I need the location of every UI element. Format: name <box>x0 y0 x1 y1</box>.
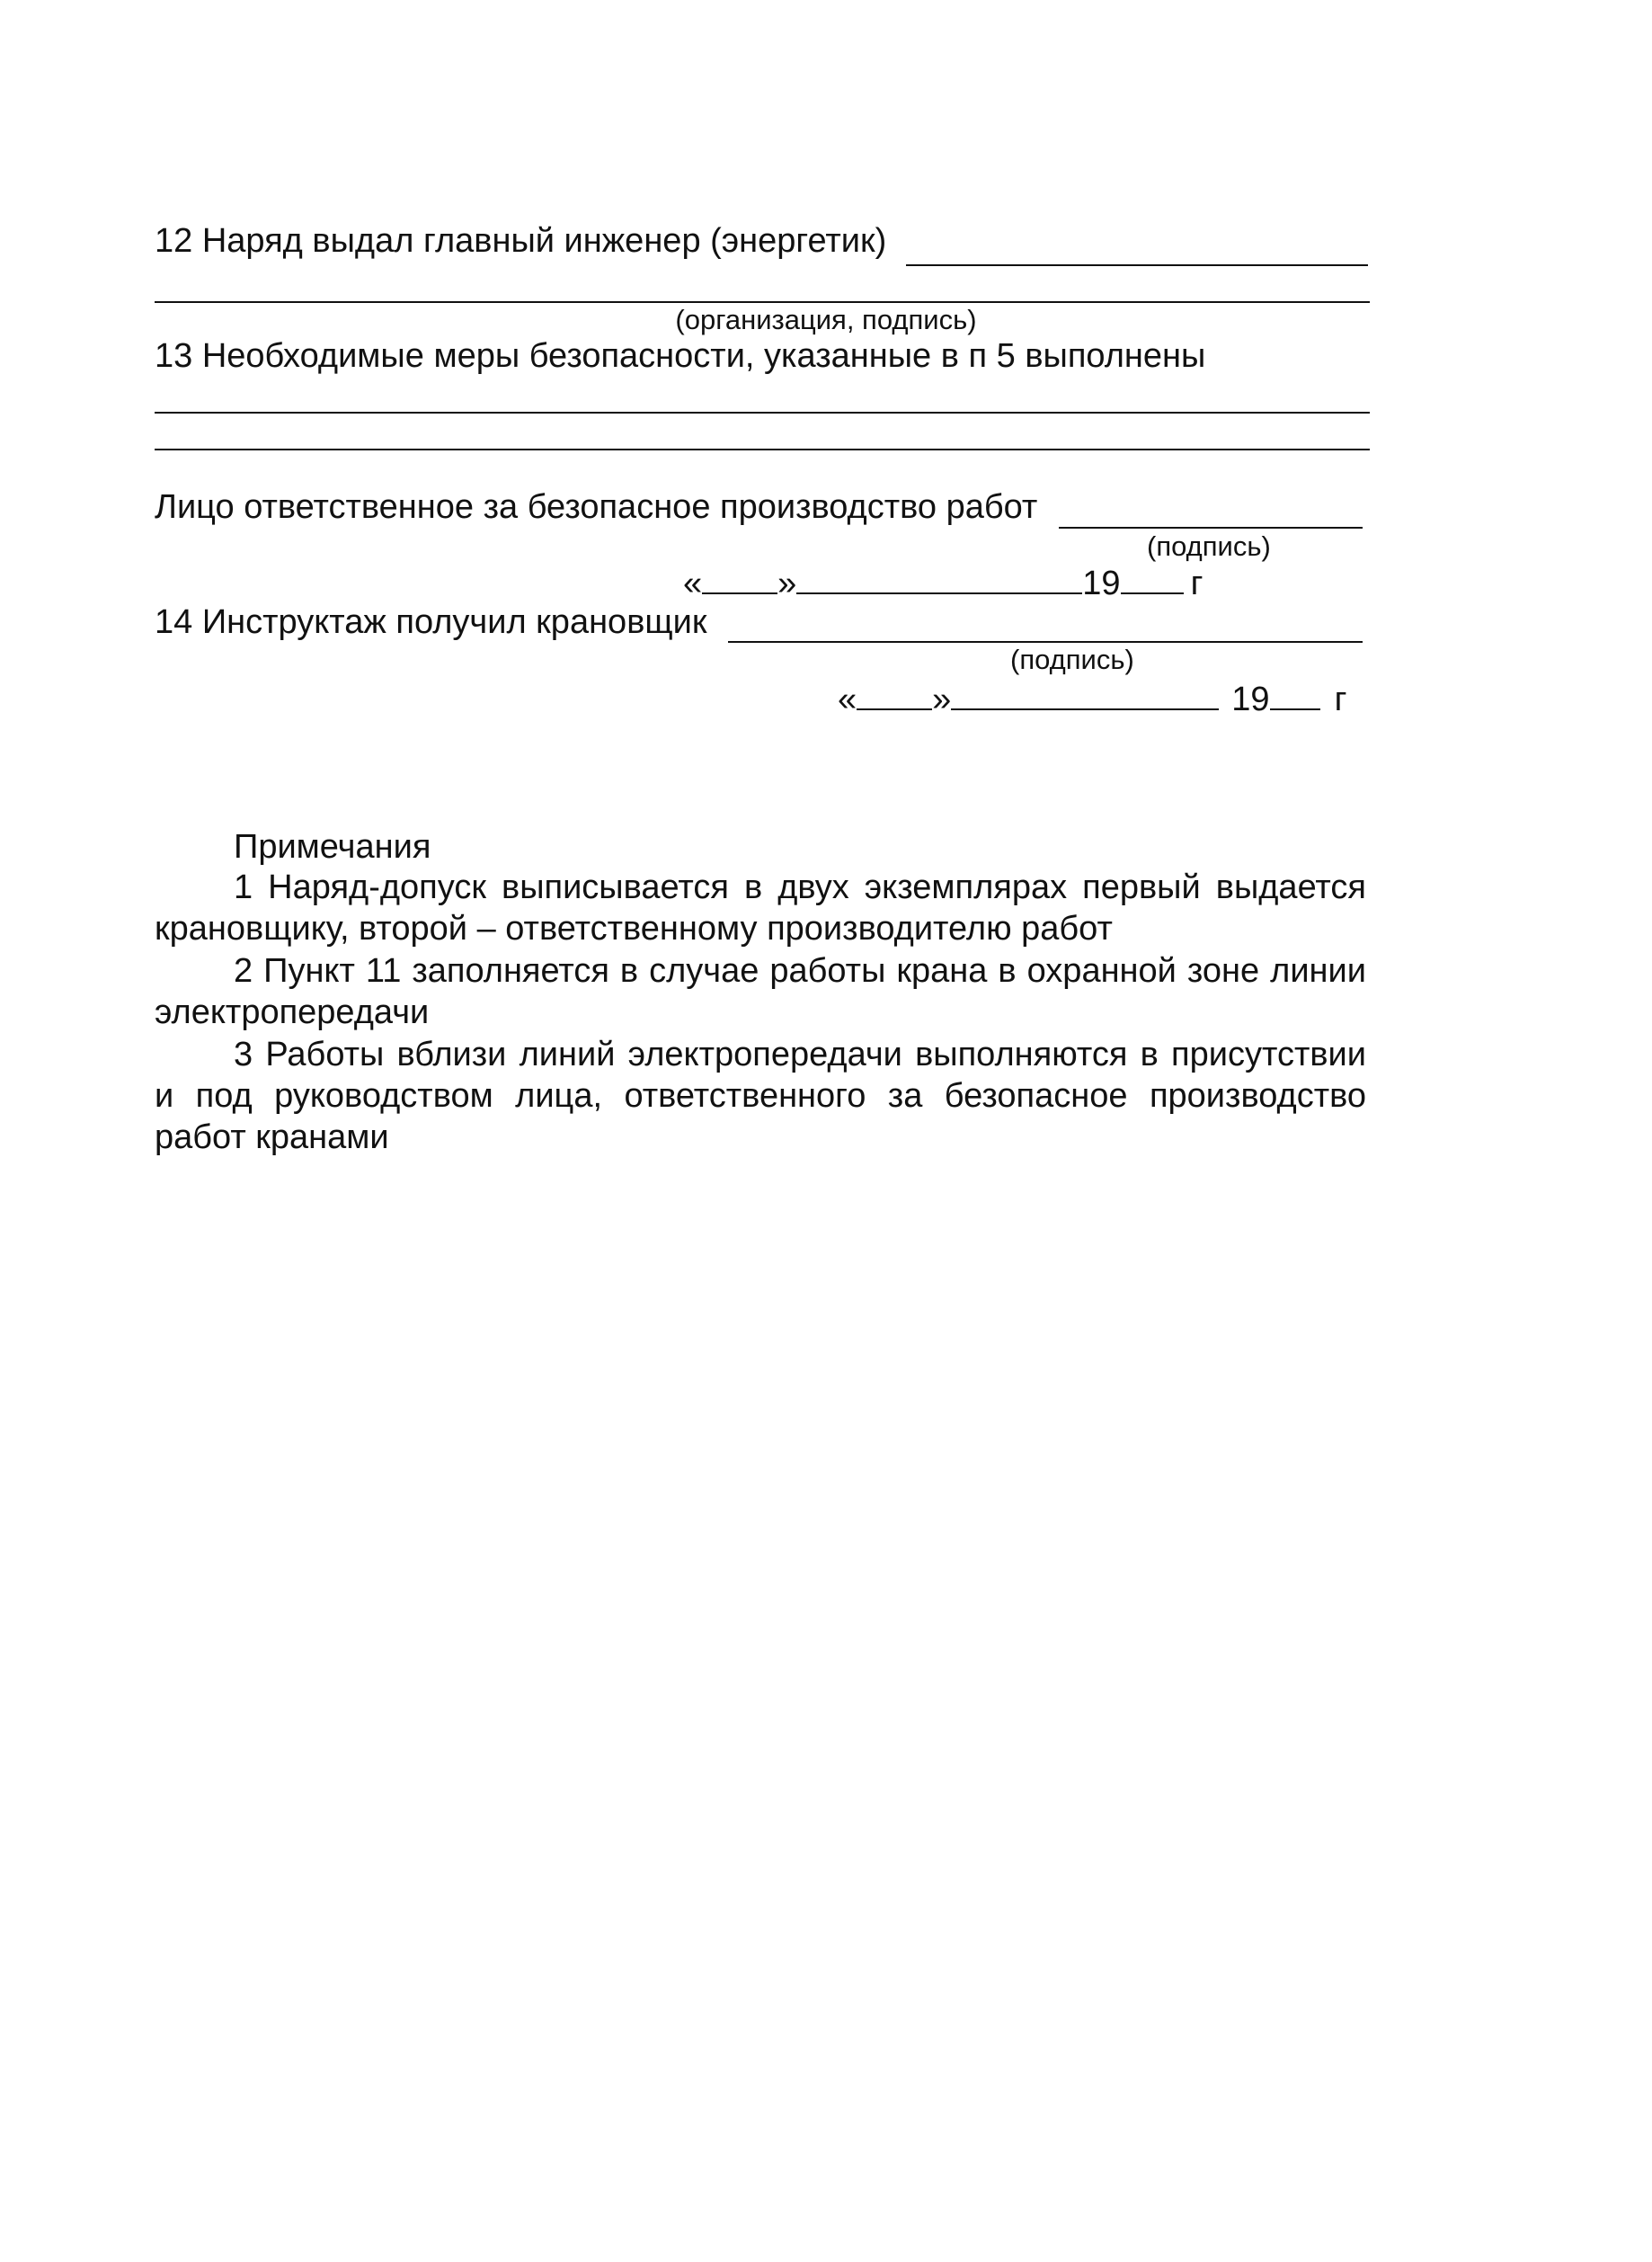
year-unit: г <box>1190 565 1203 602</box>
close-quote: » <box>932 681 952 718</box>
day-blank[interactable] <box>857 678 932 710</box>
notes-list <box>155 867 1366 1159</box>
item-14-signature-line[interactable] <box>728 641 1363 643</box>
item-13-line-1[interactable] <box>155 412 1370 414</box>
item-14-caption: (подпись) <box>1010 644 1134 675</box>
year-prefix: 19 <box>1231 681 1270 718</box>
note-item: 1 Наряд-допуск выписывается в двух экземплярах первый выдается крановщику, второй – ответственному производителю работ <box>155 868 1366 948</box>
open-quote: « <box>683 565 703 602</box>
responsible-caption: (подпись) <box>1147 530 1271 562</box>
responsible-label: Лицо ответственное за безопасное производство работ <box>155 488 1038 526</box>
close-quote: » <box>777 565 797 602</box>
year-prefix: 19 <box>1082 565 1121 602</box>
item-12-organization-line[interactable] <box>155 301 1370 303</box>
note-item: 2 Пункт 11 заполняется в случае работы крана в охранной зоне линии электропередачи <box>155 952 1366 1031</box>
item-12-signature-line[interactable] <box>906 264 1368 266</box>
notes-heading: Примечания <box>234 828 431 866</box>
item-12-label: 12 Наряд выдал главный инженер (энергетик) <box>155 222 887 260</box>
year-blank[interactable] <box>1121 562 1184 594</box>
item-14-label: 14 Инструктаж получил крановщик <box>155 603 707 641</box>
date-row-2 <box>838 678 1346 719</box>
item-12-caption: (организация, подпись) <box>675 304 977 335</box>
item-13-label: 13 Необходимые меры безопасности, указанные в п 5 выполнены <box>155 337 1206 375</box>
month-blank[interactable] <box>796 562 1082 594</box>
year-blank[interactable] <box>1270 678 1320 710</box>
note-item: 3 Работы вблизи линий электропередачи выполняются в присутствии и под руководством лица, ответственного за безопасное производство работ кранами <box>155 1036 1366 1156</box>
month-blank[interactable] <box>951 678 1219 710</box>
item-13-line-2[interactable] <box>155 449 1370 450</box>
open-quote: « <box>838 681 857 718</box>
date-row-1 <box>683 562 1203 603</box>
year-unit: г <box>1334 681 1347 718</box>
responsible-signature-line[interactable] <box>1059 527 1363 529</box>
day-blank[interactable] <box>702 562 777 594</box>
